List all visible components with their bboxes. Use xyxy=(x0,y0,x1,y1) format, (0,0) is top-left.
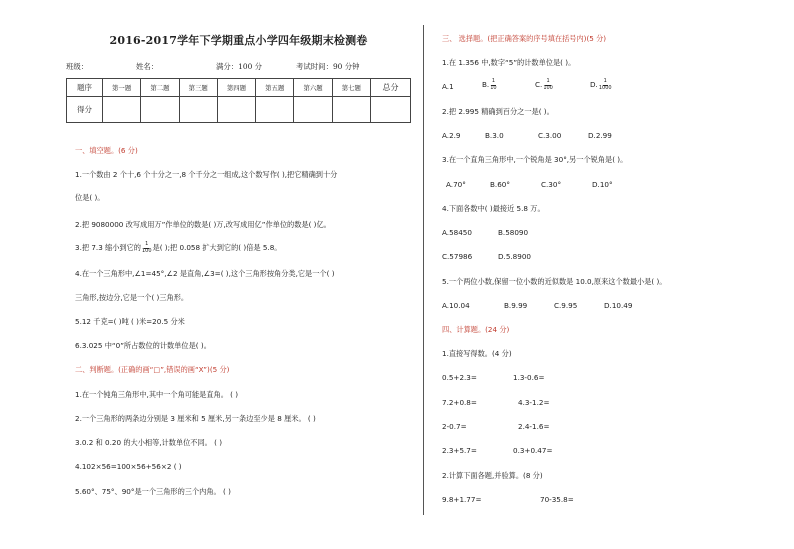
direct-calc-item: 4.3-1.2= xyxy=(518,398,550,407)
score-table-header-row xyxy=(67,79,411,97)
s3-q4-options-row2 xyxy=(442,252,531,261)
s1-q1-line1: 1.一个数由 2 个十,6 个十分之一,8 个千分之一组成,这个数写作( ),把它精确到十分 xyxy=(75,170,338,179)
direct-calc-item: 1.3-0.6= xyxy=(513,373,545,382)
direct-calc-item: 0.5+2.3= xyxy=(442,373,477,382)
option: D.2.99 xyxy=(588,131,612,140)
s1-q3-text-a: 3.把 7.3 缩小到它的 xyxy=(75,243,141,252)
option: B. $\frac{1}{10}$ xyxy=(482,78,497,91)
option: A.58450 xyxy=(442,228,472,237)
option: A.70° xyxy=(446,180,466,189)
score-table-cell: 第一题 xyxy=(103,79,141,97)
s1-q3-text-b: 是( );把 0.058 扩大到它的( )倍是 5.8。 xyxy=(152,243,282,252)
option: A.10.04 xyxy=(442,301,470,310)
score-table-cell: 第七题 xyxy=(332,79,370,97)
section3-heading: 三、 选择题。(把正确答案的序号填在括号内)(5 分) xyxy=(442,34,607,43)
score-cell[interactable] xyxy=(217,97,255,123)
score-cell[interactable] xyxy=(332,97,370,123)
s2-q5: 5.60°、75°、90°是一个三角形的三个内角。 ( ) xyxy=(75,487,231,496)
direct-calc-row xyxy=(442,373,544,382)
score-cell[interactable] xyxy=(371,97,411,123)
s1-q4-line2: 三角形,按边分,它是一个( )三角形。 xyxy=(75,293,189,302)
score-table-cell: 第三题 xyxy=(179,79,217,97)
direct-calc-row xyxy=(442,446,552,455)
exam-time-label: 考试时间：90 分钟 xyxy=(296,62,360,71)
class-label: 班级： xyxy=(66,62,89,71)
direct-calc-item: 7.2+0.8= xyxy=(442,398,477,407)
direct-calc-row xyxy=(442,398,549,407)
score-cell[interactable] xyxy=(294,97,332,123)
score-table-score-row xyxy=(67,97,411,123)
s4-sub1: 1.直接写得数。(4 分) xyxy=(442,349,512,358)
s3-q3: 3.在一个直角三角形中,一个锐角是 30°,另一个锐角是( )。 xyxy=(442,155,628,164)
s4-sub2: 2.计算下面各题,并验算。(8 分) xyxy=(442,471,543,480)
s2-q3: 3.0.2 和 0.20 的大小相等,计数单位不同。 ( ) xyxy=(75,438,223,447)
option: B.58090 xyxy=(498,228,529,237)
score-cell[interactable] xyxy=(141,97,179,123)
exam-title: 2016-2017学年下学期重点小学四年级期末检测卷 xyxy=(109,34,368,47)
score-table xyxy=(66,78,411,123)
score-row-label: 得分 xyxy=(67,97,103,123)
fraction: $\frac{1}{1000}$ xyxy=(598,78,612,91)
s3-q1-options xyxy=(442,79,613,91)
direct-calc-item: 2.3+5.7= xyxy=(442,446,477,455)
score-table-cell: 总分 xyxy=(371,79,411,97)
score-cell[interactable] xyxy=(103,97,141,123)
s1-q4-line1: 4.在一个三角形中,∠1=45°,∠2 是直角,∠3=( ),这个三角形按角分类,它是一个( ) xyxy=(75,269,335,278)
option: C.30° xyxy=(541,180,562,189)
s3-q4: 4.下面各数中( )最接近 5.8 万。 xyxy=(442,204,545,213)
s1-q5: 5.12 千克=( )吨 ( )米=20.5 分米 xyxy=(75,317,185,326)
score-table-cell: 第五题 xyxy=(256,79,294,97)
option: C. $\frac{1}{100}$ xyxy=(535,78,553,91)
column-divider xyxy=(423,25,424,515)
vertical-calc-item: 70-35.8= xyxy=(540,495,574,504)
direct-calc-item: 0.3+0.47= xyxy=(513,446,553,455)
section2-heading: 二、判断题。(正确的画“□”,错误的画“X”)(5 分) xyxy=(75,365,230,374)
option: D.10.49 xyxy=(604,301,633,310)
fraction-denominator: 100 xyxy=(141,247,152,254)
fraction-numerator: 1 xyxy=(145,241,149,247)
s2-q4: 4.102×56=100×56+56×2 ( ) xyxy=(75,462,182,471)
option: C.9.95 xyxy=(554,301,578,310)
vertical-calc-item: 9.8+1.77= xyxy=(442,495,482,504)
vertical-calc-row xyxy=(442,495,574,504)
exam-info-row xyxy=(66,61,411,72)
option: D.10° xyxy=(592,180,613,189)
s2-q1: 1.在一个钝角三角形中,其中一个角可能是直角。 ( ) xyxy=(75,390,239,399)
option: A.2.9 xyxy=(442,131,461,140)
score-cell[interactable] xyxy=(256,97,294,123)
option: A.1 xyxy=(442,82,454,91)
option: B.60° xyxy=(490,180,510,189)
score-table-cell: 第二题 xyxy=(141,79,179,97)
option: C.3.00 xyxy=(538,131,562,140)
s3-q4-options-row1 xyxy=(442,228,528,237)
s2-q2: 2.一个三角形的两条边分别是 3 厘米和 5 厘米,另一条边至少是 8 厘米。 ( ) xyxy=(75,414,316,423)
s3-q2: 2.把 2.995 精确到百分之一是( )。 xyxy=(442,107,554,116)
direct-calc-item: 2.4-1.6= xyxy=(518,422,550,431)
direct-calc-row xyxy=(442,422,549,431)
s1-q2: 2.把 9080000 改写成用万”作单位的数是( )万,改写成用亿”作单位的数是( )亿。 xyxy=(75,220,331,229)
direct-calc-item: 2-0.7= xyxy=(442,422,467,431)
s3-q1: 1.在 1.356 中,数字“5”的计数单位是( )。 xyxy=(442,58,576,67)
s3-q5-options xyxy=(442,301,632,310)
s3-q2-options xyxy=(442,131,612,140)
s3-q5: 5.一个两位小数,保留一位小数的近似数是 10.0,原来这个数最小是( )。 xyxy=(442,277,667,286)
s1-q1-line2: 位是( )。 xyxy=(75,193,105,202)
option: B.3.0 xyxy=(485,131,504,140)
left-column xyxy=(66,27,411,123)
s1-q3 xyxy=(75,242,281,254)
name-label: 姓名： xyxy=(136,62,159,71)
fraction: $\frac{1}{100}$ xyxy=(543,78,553,91)
s3-q3-options xyxy=(446,180,613,189)
option: D. $\frac{1}{1000}$ xyxy=(590,78,612,91)
score-cell[interactable] xyxy=(179,97,217,123)
s1-q6: 6.3.025 中“0”所占数位的计数单位是( )。 xyxy=(75,341,211,350)
fraction: $\frac{1}{10}$ xyxy=(490,78,497,91)
option: D.5.8900 xyxy=(498,252,531,261)
section4-heading: 四、计算题。(24 分) xyxy=(442,325,510,334)
score-table-cell: 题序 xyxy=(67,79,103,97)
score-table-cell: 第四题 xyxy=(217,79,255,97)
option: C.57986 xyxy=(442,252,473,261)
full-score-label: 满分：100 分 xyxy=(216,62,263,71)
option: B.9.99 xyxy=(504,301,528,310)
section1-heading: 一、填空题。(6 分) xyxy=(75,146,138,155)
score-table-cell: 第六题 xyxy=(294,79,332,97)
fraction xyxy=(142,242,152,254)
